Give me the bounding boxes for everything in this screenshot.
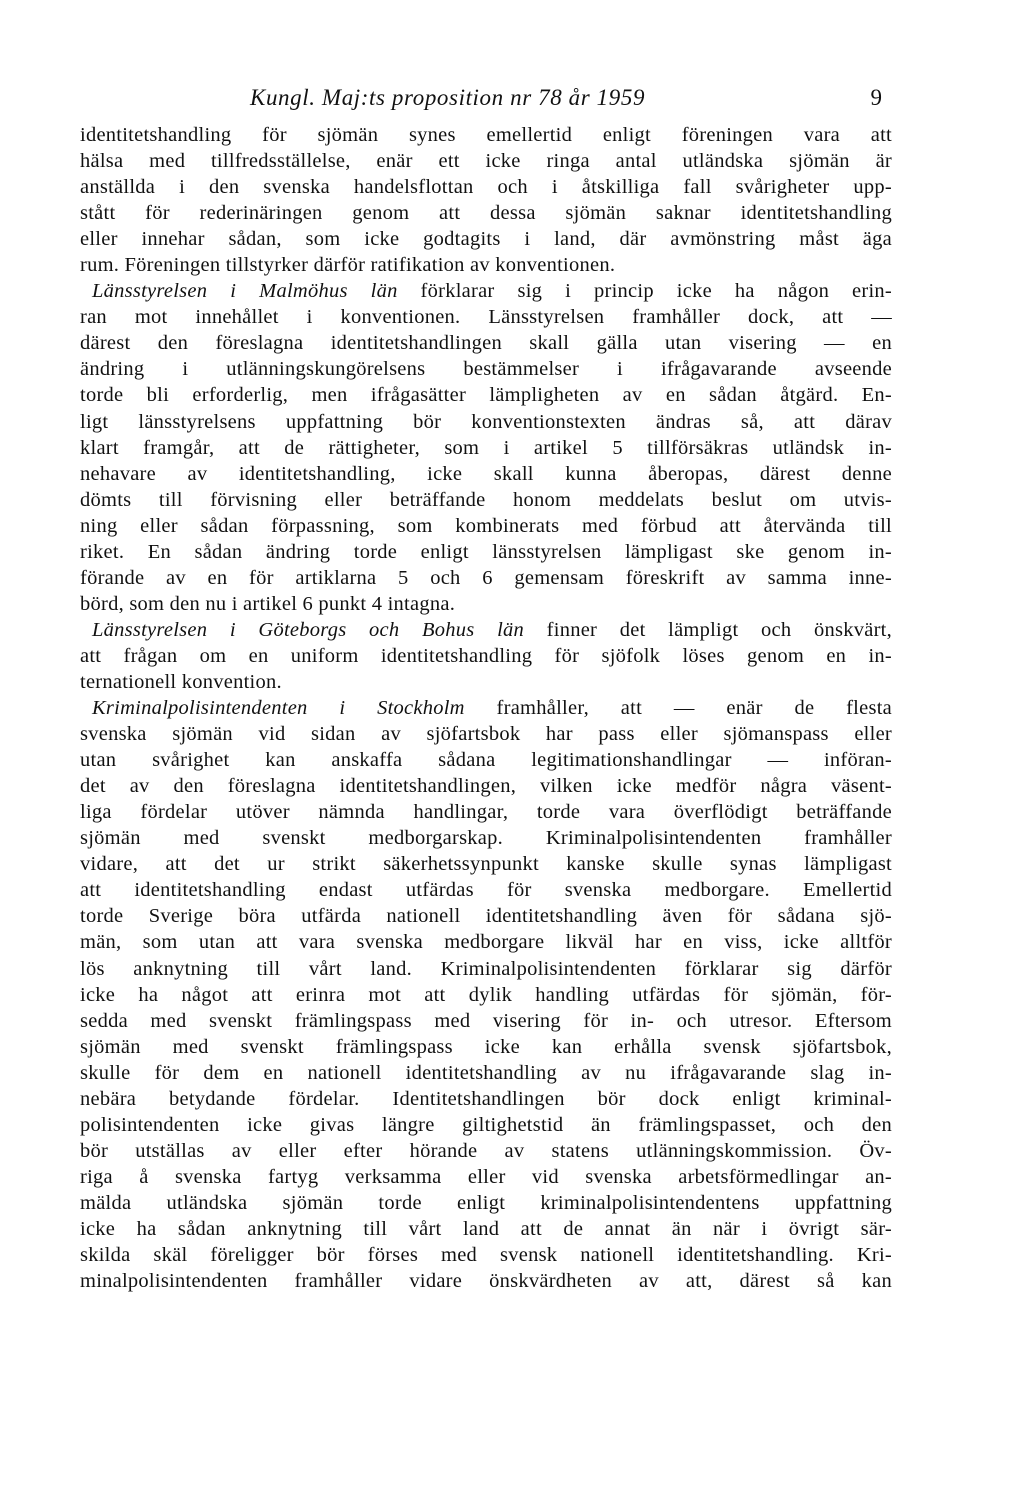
text-line <box>80 773 892 799</box>
text-line <box>80 174 892 200</box>
line-text: ändring i utlänningskungörelsens bestämmelser i ifrågavarande avseende <box>80 358 892 381</box>
line-text: liga fördelar utöver nämnda handlingar, torde vara överflödigt beträffande <box>80 801 892 824</box>
text-line <box>80 409 892 435</box>
line-text: nebära betydande fördelar. Identitetshandlingen bör dock enligt kriminal- <box>80 1087 892 1110</box>
text-line <box>80 1268 892 1294</box>
text-line <box>80 1086 892 1112</box>
line-text: riga å svenska fartyg verksamma eller vid svenska arbetsförmedlingar an- <box>80 1165 892 1188</box>
line-text: ternationell konvention. <box>80 670 282 693</box>
line-text: ning eller sådan förpassning, som kombinerats med förbud att återvända till <box>80 514 892 537</box>
text-line <box>80 226 892 252</box>
line-text: ligt länsstyrelsens uppfattning bör konventionstexten ändras så, att därav <box>80 410 892 433</box>
line-text: icke ha sådan anknytning till vårt land att de annat än när i övrigt sär- <box>80 1217 892 1240</box>
line-text: dömts till förvisning eller beträffande honom meddelats beslut om utvis- <box>80 488 892 511</box>
italic-name: Kriminalpolisintendenten i Stockholm <box>92 697 465 720</box>
italic-name: Länsstyrelsen i Malmöhus län <box>92 280 398 303</box>
text-line <box>80 956 892 982</box>
text-line <box>80 278 892 304</box>
line-text: vidare, att det ur strikt säkerhetssynpunkt kanske skulle synas lämpligast <box>80 853 892 876</box>
text-line <box>80 877 892 903</box>
line-text: att frågan om en uniform identitetshandling för sjöfolk löses genom en in- <box>80 644 892 667</box>
text-line <box>80 122 892 148</box>
running-header: Kungl. Maj:ts proposition nr 78 år 1959 <box>250 85 646 110</box>
line-text: icke ha något att erinra mot att dylik handling utfärdas för sjömän, för- <box>80 983 892 1006</box>
text-line <box>80 513 892 539</box>
line-text: förande av en för artiklarna 5 och 6 gemensam föreskrift av samma inne- <box>80 566 892 589</box>
line-text: mälda utländska sjömän torde enligt kriminalpolisintendentens uppfattning <box>80 1191 892 1214</box>
text-line <box>80 252 892 278</box>
line-text: skulle för dem en nationell identitetshandling av nu ifrågavarande slag in- <box>80 1061 892 1084</box>
line-text: skilda skäl föreligger bör förses med svensk nationell identitetshandling. Kri- <box>80 1244 892 1267</box>
page-number: 9 <box>870 85 882 110</box>
text-line <box>80 304 892 330</box>
text-line <box>80 1190 892 1216</box>
line-text: polisintendenten icke givas längre giltighetstid än främlingspasset, och den <box>80 1113 892 1136</box>
text-line <box>80 148 892 174</box>
line-text: identitetshandling för sjömän synes emellertid enligt föreningen vara att <box>80 124 892 146</box>
line-text: börd, som den nu i artikel 6 punkt 4 intagna. <box>80 592 456 615</box>
line-text: rum. Föreningen tillstyrker därför ratifikation av konventionen. <box>80 254 616 277</box>
text-line <box>80 851 892 877</box>
text-line <box>80 356 892 382</box>
line-text: sedda med svenskt främlingspass med visering för in- och utresor. Eftersom <box>80 1009 892 1032</box>
text-line <box>80 929 892 955</box>
text-line <box>80 825 892 851</box>
body-text <box>80 122 892 1294</box>
text-line <box>80 1008 892 1034</box>
line-text: nehavare av identitetshandling, icke skall kunna åberopas, därest denne <box>80 462 892 485</box>
line-text: förklarar sig i princip icke ha någon erin- <box>397 280 892 303</box>
line-text: stått för rederinäringen genom att dessa sjömän saknar identitetshandling <box>80 202 892 225</box>
text-line <box>80 1034 892 1060</box>
text-line <box>80 539 892 565</box>
text-line <box>80 487 892 513</box>
line-text: att identitetshandling endast utfärdas för svenska medborgare. Emellertid <box>80 879 892 902</box>
line-text: klart framgår, att de rättigheter, som i artikel 5 tillförsäkras utländsk in- <box>80 436 892 459</box>
text-line <box>80 799 892 825</box>
text-line <box>80 1138 892 1164</box>
text-line <box>80 461 892 487</box>
line-text: framhåller, att — enär de flesta <box>464 697 892 720</box>
text-line <box>80 565 892 591</box>
text-line <box>80 1242 892 1268</box>
text-line <box>80 1112 892 1138</box>
line-text: svenska sjömän vid sidan av sjöfartsbok har pass eller sjömanspass eller <box>80 723 892 746</box>
text-line <box>80 643 892 669</box>
line-text: finner det lämpligt och önskvärt, <box>524 618 892 641</box>
text-line <box>80 669 892 695</box>
line-text: riket. En sådan ändring torde enligt länsstyrelsen lämpligast ske genom in- <box>80 540 892 563</box>
line-text: utan svårighet kan anskaffa sådana legitimationshandlingar — införan- <box>80 749 892 772</box>
text-line <box>80 330 892 356</box>
text-line <box>80 903 892 929</box>
line-text: eller innehar sådan, som icke godtagits i land, där avmönstring måst äga <box>80 228 892 251</box>
text-line <box>80 695 892 721</box>
line-text: anställda i den svenska handelsflottan och i åtskilliga fall svårigheter upp- <box>80 176 892 199</box>
line-text: torde Sverige böra utfärda nationell identitetshandling även för sådana sjö- <box>80 905 892 928</box>
text-line <box>80 982 892 1008</box>
line-text: män, som utan att vara svenska medborgare likväl har en viss, icke alltför <box>80 931 892 954</box>
italic-name: Länsstyrelsen i Göteborgs och Bohus län <box>92 618 525 641</box>
line-text: ran mot innehållet i konventionen. Länsstyrelsen framhåller dock, att — <box>80 306 892 329</box>
text-line <box>80 747 892 773</box>
line-text: därest den föreslagna identitetshandlingen skall gälla utan visering — en <box>80 332 892 355</box>
text-line <box>80 435 892 461</box>
text-line <box>80 1060 892 1086</box>
line-text: sjömän med svenskt medborgarskap. Kriminalpolisintendenten framhåller <box>80 827 892 850</box>
line-text: minalpolisintendenten framhåller vidare önskvärdheten av att, därest så kan <box>80 1270 892 1293</box>
text-line <box>80 721 892 747</box>
text-line <box>80 617 892 643</box>
text-line <box>80 382 892 408</box>
text-line <box>80 1164 892 1190</box>
text-line <box>80 1216 892 1242</box>
line-text: sjömän med svenskt främlingspass icke kan erhålla svensk sjöfartsbok, <box>80 1035 892 1058</box>
line-text: bör utställas av eller efter hörande av statens utlänningskommission. Öv- <box>80 1139 892 1162</box>
text-line <box>80 591 892 617</box>
line-text: hälsa med tillfredsställelse, enär ett icke ringa antal utländska sjömän är <box>80 150 892 173</box>
text-line <box>80 200 892 226</box>
line-text: det av den föreslagna identitetshandlingen, vilken icke medför några väsent- <box>80 775 892 798</box>
line-text: lös anknytning till vårt land. Kriminalpolisintendenten förklarar sig därför <box>80 957 892 980</box>
line-text: torde bli erforderlig, men ifrågasätter lämpligheten av en sådan åtgärd. En- <box>80 384 892 407</box>
